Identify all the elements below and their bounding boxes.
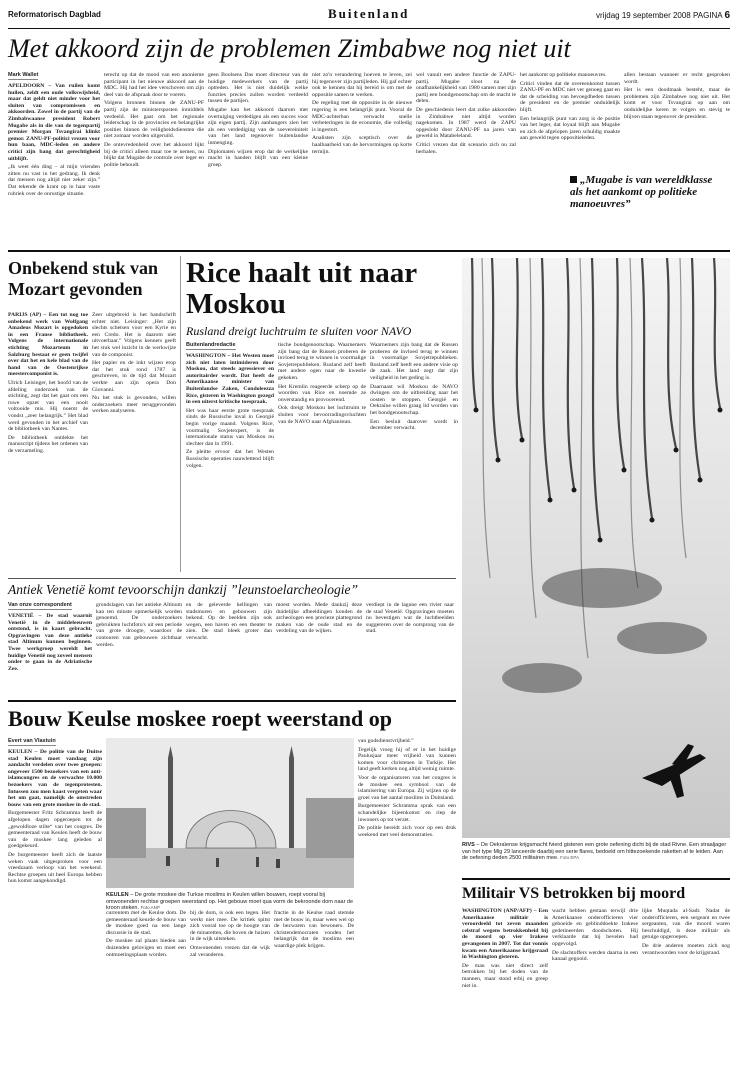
jet-flares-photo bbox=[462, 258, 730, 838]
zimbabwe-pull-quote: „Mugabe is van wereldklasse als het aankomt op politieke manoeuvres” bbox=[570, 174, 713, 210]
moskee-column-1: Evert van Vlastuin KEULEN – De politie van de Duitse stad Keulen moet vandaag zijn aandacht verdelen over twee groepen: ongeveer 1500 bezoekers van een anti-islamcongres en de verwachte 10.000 bezoekers van de tegenprotesten. Intussen zou men kaast vergeten waar het om gaat, namelijk de omstreden bouw van een grote moskee in de stad. Burgemeester Fritz Schramma heeft de afgelopen dagen opgeroepen tot de „gewoldloze stilte“ van het congres. De gemeenteraad van Keulen heeft de bouw van de moskee lang geleden al goedgekeurd. De burgemeester heeft zich de laatste weken vaak uitgesproken voor een vreedzaam verloop van het weekend. Rechtse groepen uit heel Europa hebben hun komst aangekondigd. bbox=[8, 738, 102, 885]
moskee-column-3: bij de dom, is ook een tegen. Het werkt niet mee. De kritiek spitst zich vooral toe op de hoogte van de minaretten, die boven de huizen in de wijk uitsteken. Omwonenden vrezen dat de wijk zal veranderen. bbox=[190, 910, 270, 958]
moskee-byline: Evert van Vlastuin bbox=[8, 738, 56, 744]
moskee-column-5: van godsdienstvrijheid.” Tegelijk vroeg hij of er in het huidige Paulusjaar meer vrijheid van kunnen komen voor christenen in Turkije. Het land geeft kerken nog altijd weinig ruimte. Voor de organisatoren van het congres is de moskee een symbool van de islamisering van Europa. Zij wijzen op de groei van het aantal moslims in Duitsland. Burgemeester Schramma sprak van een schandelijke bijeenkomst en riep de inwoners op tot verzet. De politie bereidt zich voor op een druk weekend met veel demonstraties. bbox=[358, 738, 456, 838]
venetie-column-4: moest worden. Mede dankzij deze duidelijke afbeeldingen konden de archeologen een precieze plattegrond maken van de oude stad en de verdeling van de wijken. bbox=[276, 602, 362, 635]
mosque-photo bbox=[106, 738, 354, 888]
moskee-column-2: currentem met de Keulse dom. De gemeenteraad keurde de bouw van de moskee goed na een lange discussie in de stad. De moskee zal plaats bieden aan duizenden gelovigen en moet een ontmoetingsplaats worden. bbox=[106, 910, 186, 958]
jet-photo-caption: RIVS – De Oekraïense krijgsmacht fvierd gisteren een grote oefening dicht bij de stad Rivne. Een straaljager van het type Mig 29 lanceerde daarbij een serie flares, bedoeld om hittezoekende raketten af te leiden. Aan de oefening deden 2500 militairen mee. Foto EPA bbox=[462, 842, 727, 861]
venetie-column-3: en de geleverde hellingen van stadsmuren en gebouwen zijn bekend. Op de beelden zijn ook wegen, een haven en een theater te zien. De stad bleek groter dan verwacht. bbox=[186, 602, 272, 641]
zimbabwe-lead: APELDOORN – Van ruilen komt huilen, zeldt een oude volkswijsheid, maar dat geldt niet minder voor het sluiten van compromissen en akkoorden. Zowel in de partij van de Zimbabwaanse president Robert Mugabe als in die van de tegenpartij premier Morgan Tsvangirai klinkt gemor. ZANU-PF-politici vrezen voor hun baan, MDC-leden en andere critici zijn bang dat gerechtigheid uitblijft. bbox=[8, 83, 100, 162]
issue-date: vrijdag 19 september 2008 bbox=[596, 11, 691, 20]
paper-name: Reformatorisch Dagblad bbox=[8, 10, 101, 19]
rusland-column-1: Buitenlandredactie WASHINGTON – Het Westen moet zich niet laten intimideren door Moskou, dat steeds agressiever en autoritairder wordt. Dat heeft de Amerikaanse minister van Buitenlandse Zaken, Condoleezza Rice, gisteren in Washington gezegd in een uiterst kritische toespraak. Het was haar eerste grote toespraak sinds de Russische inval in Georgië begin vorige maand. Volgens Rice, voormalig Sovjetexpert, is de internationale status van Moskou nu slechter dan in 1991. Ze pleitte ervoor dat het Westen Russische operaties nauwlettend blijft volgen. bbox=[186, 342, 274, 469]
mozart-column-2: Zeer uitgebreid is het handschrift echter niet. Leisinger: „Het zijn slechts schetsen voor een Kyrie en een Credo. Het is daarom niet uitvoerbaar.” Volgens kenners geeft het stuk wel inzicht in de werkwijze van de componist. Het papier en de inkt wijzen erop dat het stuk rond 1787 is geschreven, in de tijd dat Mozart werkte aan zijn opera Don Giovanni. Nu het stuk is gevonden, willen onderzoekers meer teruggevonden werken analyseren. bbox=[92, 312, 176, 415]
venetie-column-1 bbox=[8, 602, 92, 694]
irak-headline: Militair VS betrokken bij moord bbox=[462, 885, 686, 902]
venetie-headline: Antiek Venetië komt tevoorschijn dankzij ”leunstoelarcheologie” bbox=[8, 582, 359, 597]
rusland-column-3: Waarnemers zijn bang dat de Russen proberen de invloed terug te winnen in voormalige Sovjetrepublieken. Rusland zelf heeft een andere visie op de zaak. Het land zegt dat zijn veiligheid in het geding is. Daarnaast wil Moskou de NAVO dwingen om de uitbreiding naar het oosten te stoppen. Georgië en Oekraïne willen graag lid worden van het bondgenootschap. Een besluit daarover wordt in december verwacht. bbox=[370, 342, 458, 432]
divider bbox=[8, 700, 456, 702]
zimbabwe-column-6: het aankomt op politieke manoeuvres. Critici vinden dat de overeenkomst tussen ZANU-PF en MDC niet ver genoeg gaat en dat de scheiding van bevoegdheden tussen de president en de premier onduidelijk blijft. Een belangrijk punt van zorg is de positie van het leger, dat loyaal blijft aan Mugabe en zich de afgelopen jaren schuldig maakte aan geweld tegen oppositieleden. bbox=[520, 72, 620, 142]
rusland-subtitle: Rusland dreigt luchtruim te sluiten voor NAVO bbox=[186, 324, 412, 338]
mozart-column-1: PARIJS (AP) – Een tot nog toe onbekend werk van Wolfgang Amadeus Mozart is opgedoken in een Franse bibliotheek. Volgens de internationale stichting Mozarteum in Salzburg bestaat er geen twijfel over dat het en kele blad van de hand van de Oostenrijkse meestercomponist is. Ulrich Leisinger, het hoofd van de afdeling onderzoek van de stichting, zegt dat het gaat om een ruwe opzet van een nooit voltooide mis. Hij noemt de vondst „zeer belangrijk.” Het blad werd gevonden in het archief van de bibliotheek van Nantes. De bibliotheek ontdekte het manuscript tijdens het ordenen van de verzameling. bbox=[8, 312, 88, 454]
venetie-column-2: grondslagen van het antieke Altinum kan ten minste opmerkelijk worden genoemd. De onderzoekers gebruikten luchtfoto's uit een periode van grote droogte, waardoor de contouren van gebouwen zichtbaar werden. bbox=[96, 602, 182, 648]
square-bullet-icon bbox=[570, 176, 577, 183]
page-header bbox=[8, 4, 730, 29]
divider bbox=[8, 250, 730, 252]
flares-photo-graphic bbox=[462, 258, 730, 838]
mosque-photo-graphic bbox=[106, 738, 354, 888]
irak-column-1: WASHINGTON (ANP/AFP) – Een Amerikaanse militair is veroordeeld tot zeven maanden celstraf wegens betrokkenheid bij de moord op vier Irakese gevangenen in 2007. Tot dat vonnis kwam een Amerikaanse krijgsraad in Washington gisteren. De man was niet direct zelf betrokken bij het doden van de mannen, maar stond erbij en greep niet in. bbox=[462, 908, 548, 989]
zimbabwe-column-2: terecht op dat de mood van een anonieme participant in het nieuwe akkoord aan de MDC. Hij had het idee verschoven om zijn deel van de afspraak door te voeren. Volgens bronnen binnen de ZANU-PF partij zijn de ministersposten inmiddels verdeeld. Het gaat om het regionale leiderschap in de provincies en belangrijke posities binnen de veiligheidsdiensten die niet zomaar worden uitgeruild. De ontevredenheid over het akkoord lijkt bij de critici alleen maar toe te nemen, nu blijkt dat Mugabe de controle over leger en politie behoudt. bbox=[104, 72, 204, 168]
mozart-lead: PARIJS (AP) – Een tot nog toe onbekend werk van Wolfgang Amadeus Mozart is opgedoken in een Franse bibliotheek. Volgens de internationale stichting Mozarteum in Salzburg bestaat er geen twijfel over dat het en kele blad van de hand van de Oostenrijkse meestercomponist is. bbox=[8, 312, 88, 378]
rusland-headline: Rice haalt uit naar Moskou bbox=[186, 257, 417, 320]
mosque-photo-caption: KEULEN – De grote moskee die Turkse moslims in Keulen willen bouwen, roept vooral bij omwonenden rechtse groepen weerstand op. Het gebouw moet qua vorm de bekroonde dom naar de kroon steken. Foto ANP bbox=[106, 892, 354, 911]
moskee-column-4: fractie in de Keulse raad stemde met de bouw in, maar wees wel op de bezwaren van bewoners. De christendemocraten vonden het belangrijk dat de moslims een waardige plek krijgen. bbox=[274, 910, 354, 949]
moskee-lead: KEULEN – De politie van de Duitse stad Keulen moet vandaag zijn aandacht verdelen over twee groepen: ongeveer 1500 bezoekers van een anti-islamcongres en de verwachte 10.000 bezoekers van de tegenprotesten. Intussen zou men kaast vergeten waar het om gaat, namelijk de omstreden bouw van een grote moskee in de stad. bbox=[8, 749, 102, 808]
zimbabwe-column-5: wel vanuit een andere functie de ZAPU-partij. Mugabe sloot na de onafhankelijkheid van 1980 samen met zijn partij een bondgenootschap om de macht te delen. De geschiedenis leert dat zulke akkoorden in Zimbabwe niet altijd worden nagekomen. In 1987 werd de ZAPU opgeslokt door ZANU-PF na jaren van geweld in Matabeleland. Critici vrezen dat dit scenario zich nu zal herhalen. bbox=[416, 72, 516, 155]
zimbabwe-column-7: allen bestaan wanneer er recht gesproken wordt. Het is een doodmaak besteht, maar de problemen zijn Zimbabwe nog niet uit. Het komt er voor Tsvangirai op aan om onduidelijke keren te volgen en stevig te blijven staan tegenover de president. bbox=[624, 72, 730, 120]
zimbabwe-column-1: Mark Wallet APELDOORN – Van ruilen komt huilen, zeldt een oude volkswijsheid, maar dat geldt niet minder voor het sluiten van compromissen en akkoorden. Zowel in de partij van de Zimbabwaanse president Robert Mugabe als in die van de tegenpartij premier Morgan Tsvangirai klinkt gemor. ZANU-PF-politici vrezen voor hun baan, MDC-leden en andere critici zijn bang dat gerechtigheid uitblijft. „Ik weet één ding – al mijn vrienden zitten nu vast in het gedrang. Ik denk dat mensen nog altijd niet zeker zijn.” Dat tekende de krant op in haar vaste rubriek over de onrustige situatie. bbox=[8, 72, 100, 197]
divider bbox=[462, 878, 730, 880]
rusland-byline: Buitenlandredactie bbox=[186, 342, 236, 348]
irak-column-3: lijke Muqtada al-Sadr. Nadat de onderofficieren, een sergeant en twee sergeanten, van die moord waren beschuldigd, is deze militair als getuige opgeroepen. De drie anderen moeten zich nog verantwoorden voor de krijgsraad. bbox=[642, 908, 730, 956]
page-label: PAGINA bbox=[693, 11, 723, 20]
moskee-headline: Bouw Keulse moskee roept weerstand op bbox=[8, 706, 392, 731]
rusland-column-2: tische bondgenootschap. Waarnemers zijn bang dat de Russen proberen de invloed terug te winnen in voormalige Sovjetrepublieken. Rusland zelf heeft met andere ogen naar de kwestie gekeken. Het Kremlin reageerde scherp op de woorden van Rice en noemde ze onverstandig en provocerend. Ook dreigt Moskou het luchtruim te sluiten voor bevoorradingsvluchten van de NAVO naar Afghanistan. bbox=[278, 342, 366, 425]
section-title: Buitenland bbox=[328, 6, 410, 21]
rusland-lead: WASHINGTON – Het Westen moet zich niet laten intimideren door Moskou, dat steeds agressiever en autoritairder wordt. Dat heeft de Amerikaanse minister van Buitenlandse Zaken, Condoleezza Rice, gisteren in Washington gezegd in een uiterst kritische toespraak. bbox=[186, 353, 274, 406]
irak-lead: WASHINGTON (ANP/AFP) – Een Amerikaanse militair is veroordeeld tot zeven maanden celstraf wegens betrokkenheid bij de moord op vier Irakese gevangenen in 2007. Tot dat vonnis kwam een Amerikaanse krijgsraad in Washington gisteren. bbox=[462, 908, 548, 961]
zimbabwe-column-4: niet zo'n verandering hoeven te leven, zei hij tegenover zijn partijleden. Hij gaf echter ook te kennen dat hij bereid is om met de oppositie samen te werken. De regeling met de oppositie in de nieuwe regering is een belangrijk punt. Vooral de MDC-achterban verwacht snelle verbeteringen in de economie, die volledig is ingestort. Analisten zijn sceptisch over de haalbaarheid van de hervormingen op korte termijn. bbox=[312, 72, 412, 155]
divider bbox=[8, 578, 456, 579]
zimbabwe-headline: Met akkoord zijn de problemen Zimbabwe nog niet uit bbox=[8, 34, 571, 63]
page-number: 6 bbox=[724, 10, 730, 21]
venetie-lead: VENETIË – De stad waarnit Venetië in de middeleeuwen ontstond, is in kaart gebracht. Opgravingen van deze antieke stad Altinum kunnen beginnen. Twee werkgroep wereldt het huidige Venetië nog zoveel mensen onder te gaan in de Adriatische Zee. bbox=[8, 613, 92, 672]
zimbabwe-byline: Mark Wallet bbox=[8, 72, 39, 78]
venetie-column-5: verdiept in de lagune een rivier naar de stad Venetië. Opgravingen moeten nu bevestigen wat de luchtbeelden suggereren over de oorsprong van de stad. bbox=[366, 602, 454, 635]
column-divider bbox=[180, 256, 181, 572]
irak-column-2: wacht hebben gestaan terwijl drie Amerikaanse onderofficieren vier geboeide en geblinddoekte Irakese gedetineerden doodschoten. Hij verklaarde dat hij bevelen had opgevolgd. De slachtoffers werden daarna in een kanaal gegooid. bbox=[552, 908, 638, 963]
zimbabwe-column-3: geen Boolsens Das moet directeur van de huidige medewerkers van de partij optreden. Het is niet duidelijk welke functies precies zullen worden verdeeld tussen de partijen. Mugabe kan het akkoord daarom met overtuiging verdedigen als een succes voor zijn eigen partij. Zijn aanhangers zien het als een verdediging van de soevereiniteit van het land tegenover buitenlandse inmenging. Diplomaten wijzen erop dat de werkelijke macht in handen blijft van een kleine groep. bbox=[208, 72, 308, 168]
page-info bbox=[596, 10, 730, 21]
mozart-headline: Onbekend stuk van Mozart gevonden bbox=[8, 258, 159, 299]
venetie-byline: Van onze correspondent bbox=[8, 602, 72, 608]
